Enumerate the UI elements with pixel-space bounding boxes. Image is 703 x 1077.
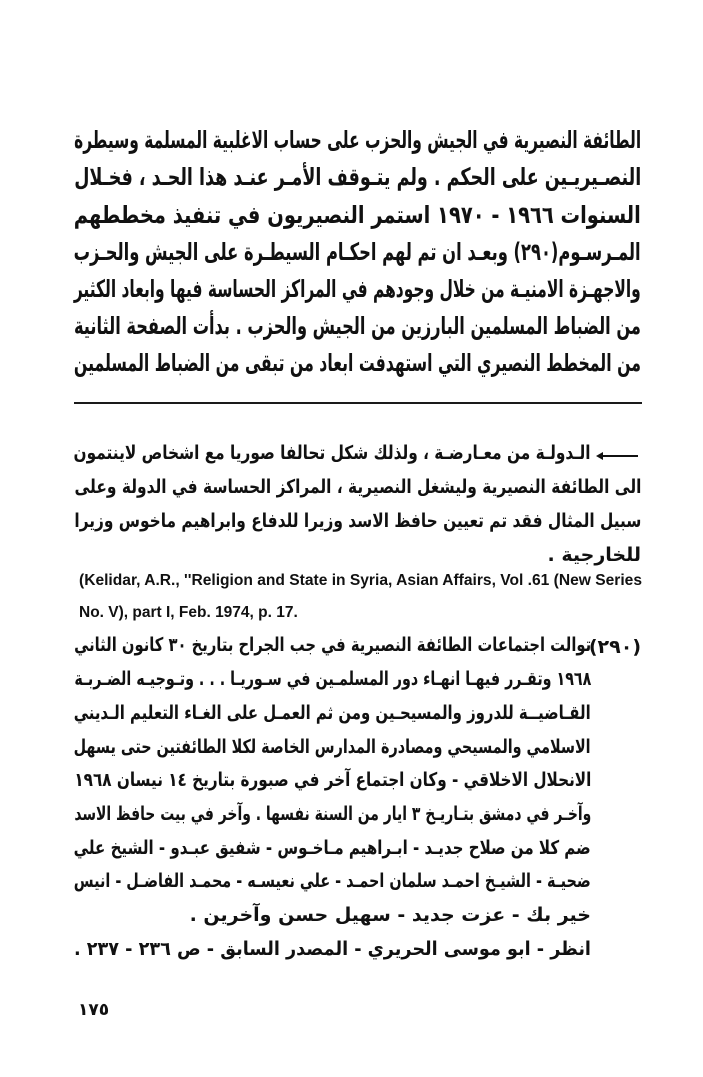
main-text-line: المـرسـوم(٢٩٠) وبعـد ان تم لهم احكـام السيطـرة على الجيش والحـزب: [73, 238, 641, 266]
footnote-line: ضحيـة - الشيـخ احمـد سلمان احمـد - علي نعيسـه - محمـد الفاضـل - انيس: [74, 870, 591, 892]
footnote-line: الـدولـة من معـارضـة ، ولذلك شكل تحالفا صوريا مع اشخاص لاينتمون: [74, 442, 591, 464]
main-text-line: من الضباط المسلمين البارزين من الجيش والحزب . بدأت الصفحة الثانية: [74, 312, 641, 340]
main-text-line: الطائفة النصيرية في الجيش والحزب على حساب الاغلبية المسلمة وسيطرة: [73, 126, 641, 154]
main-text-line: من المخطط النصيري التي استهدفت ابعاد من تبقى من الضباط المسلمين: [73, 349, 641, 377]
page-number: ١٧٥: [78, 1000, 110, 1020]
footnote-line: للخارجية .: [547, 544, 641, 566]
main-text-line: والاجهـزة الامنيـة من خلال وجودهم في المراكز الحساسة فيها وابعاد الكثير: [74, 275, 641, 303]
footnote-line: القـاضيــة للدروز والمسيحـين ومن ثم العمـل على الغـاء التعليم الـديني: [73, 702, 591, 724]
footnote-line: الى الطائفة النصيرية وليشغل النصيرية ، المراكز الحساسة في الدولة وعلى: [74, 476, 641, 498]
footnote-line: ضم كلا من صلاح جديـد - ابـراهيم مـاخـوس - شفيق عبـدو - الشيخ علي: [74, 837, 591, 859]
footnote-divider: [74, 402, 642, 404]
footnote-line: انظر - ابو موسى الحريري - المصدر السابق - ص ٢٣٦ - ٢٣٧ .: [73, 938, 591, 960]
footnote-line: خير بك - عزت جديد - سهيل حسن وآخرين .: [189, 904, 591, 926]
footnote-marker: (٢٩٠): [588, 636, 641, 658]
footnote-line: توالت اجتماعات الطائفة النصيرية في جب الجراح بتاريخ ٣٠ كانون الثاني: [73, 634, 591, 656]
footnote-line: سبيل المثال فقد تم تعيين حافظ الاسد وزيرا للدفاع وابراهيم ماخوس وزيرا: [74, 510, 641, 532]
citation-line: (Kelidar, A.R., ''Religion and State in Syria, Asian Affairs, Vol .61 (New Series: [79, 572, 642, 589]
footnote-line: الاسلامي والمسيحي ومصادرة المدارس الخاصة لكلا الطائفتين حتى يسهل: [74, 736, 591, 758]
main-text-line: النصـيريـين على الحكم . ولم يتـوقف الأمـر عنـد هذا الحـد ، فخـلال: [74, 163, 641, 191]
footnote-line: ١٩٦٨ وتقـرر فيهـا انهـاء دور المسلمـين في سـوريـا . . . وتـوجيـه الضـربـة: [73, 668, 591, 690]
footnote-line: وآخـر في دمشق بتـاريـخ ٣ ايار من السنة نفسها . وآخر في بيت حافظ الاسد: [74, 803, 591, 825]
main-text-line: السنوات ١٩٦٦ - ١٩٧٠ استمر النصيريون في تنفيذ مخططهم: [74, 201, 641, 229]
citation-line: No. V), part I, Feb. 1974, p. 17.: [79, 604, 298, 621]
continuation-arrow-icon: [596, 452, 638, 460]
footnote-line: الانحلال الاخلاقي - وكان اجتماع آخر في صبورة بتاريخ ١٤ نيسان ١٩٦٨: [74, 769, 592, 791]
